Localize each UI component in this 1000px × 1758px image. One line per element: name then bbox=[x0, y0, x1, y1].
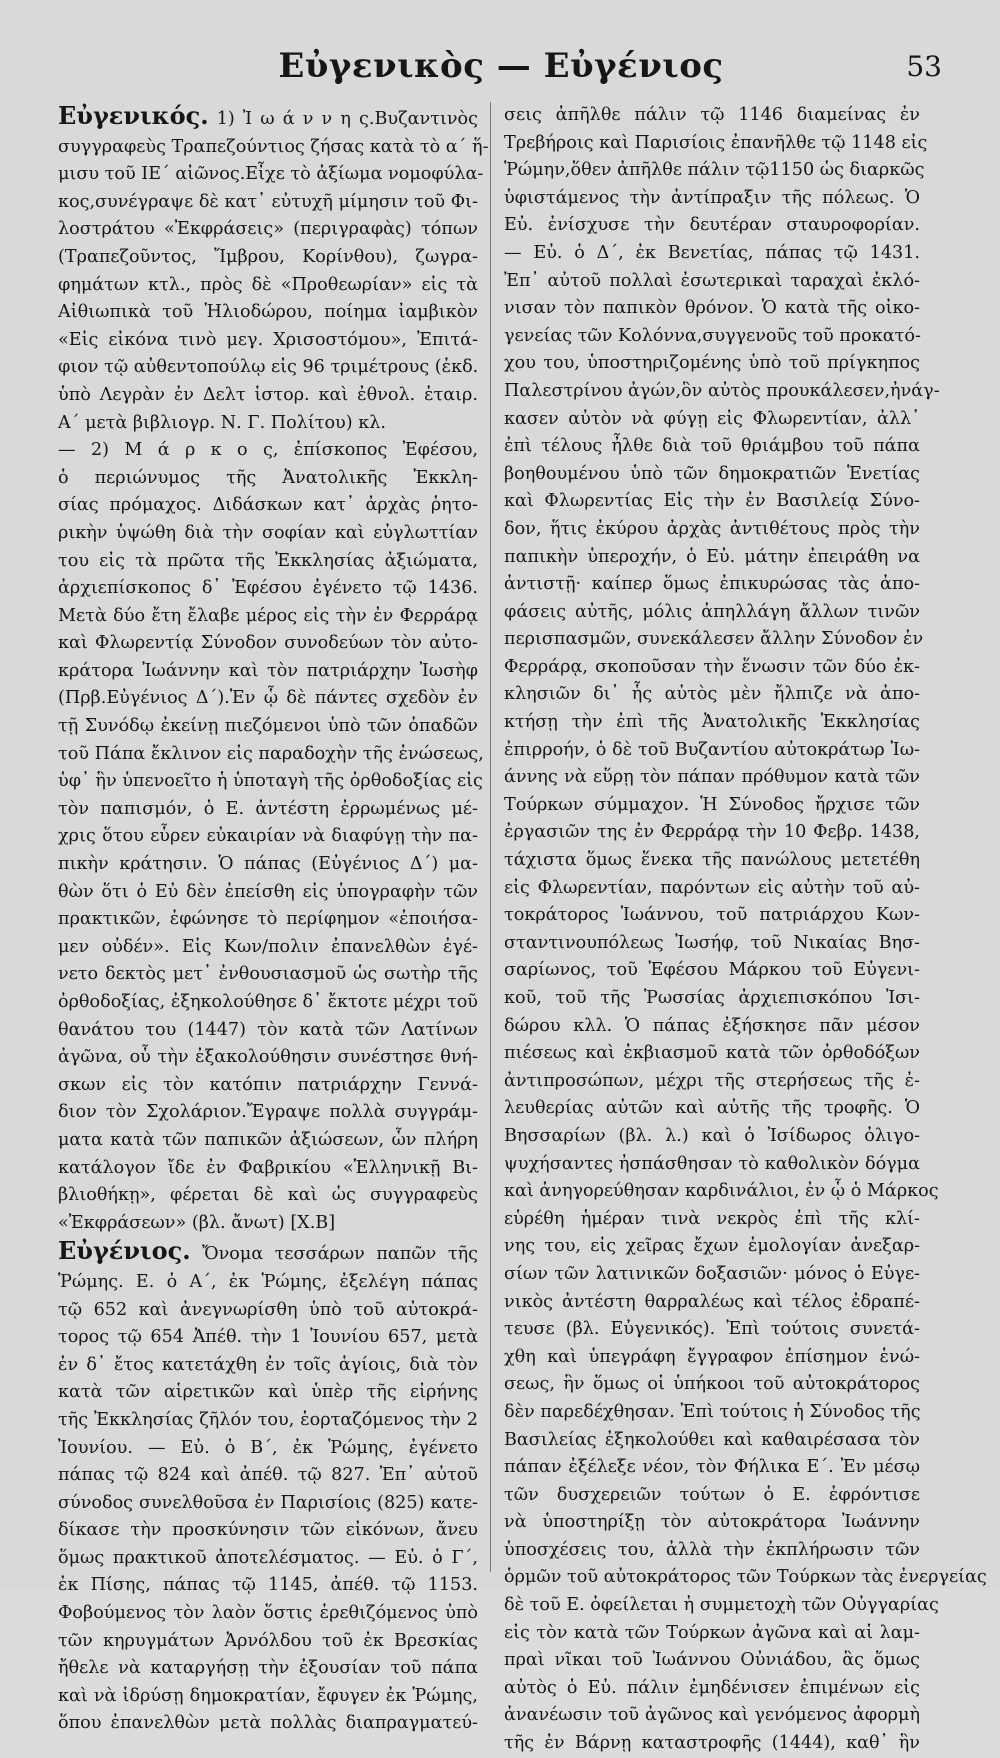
text-line: ἤθελε νὰ καταργήσῃ τὴν ἐξουσίαν τοῦ πάπα bbox=[58, 1658, 478, 1679]
text-line: ὅμως πρακτικοῦ ἀποτελέσματος. — Εὐ. ὁ Γ΄, bbox=[58, 1547, 478, 1568]
text-line: τευσε (βλ. Εὐγενικός). Ἐπὶ τούτοις συνετά- bbox=[504, 1319, 920, 1340]
text-line: φάσεις αὐτῆς, μόλις ἀπηλλάγη ἄλλων τινῶν bbox=[504, 601, 920, 622]
text-line: σταντινουπόλεως Ἰωσήφ, τοῦ Νικαίας Βησ- bbox=[504, 932, 920, 953]
text-line: ὑφιστάμενος τὴν ἀντίπραξιν τῆς πόλεως. Ὁ bbox=[504, 187, 920, 208]
text-line: πιέσεως καὶ ἐκβιασμοῦ κατὰ τῶν ὀρθοδόξων bbox=[504, 1043, 920, 1064]
text-line: Α΄ μετὰ βιβλιογρ. Ν. Γ. Πολίτου) κλ. bbox=[58, 412, 386, 433]
text-line: ψυχήσαντες ἠσπάσθησαν τὸ καθολικὸν δόγμα bbox=[504, 1153, 920, 1174]
text-line: — 2) Μ ά ρ κ ο ς, ἐπίσκοπος Ἐφέσου, bbox=[58, 440, 478, 461]
text-line: εἰς Φλωρεντίαν, παρόντων εἰς αὐτὴν τοῦ αὐ- bbox=[504, 877, 920, 898]
text-line: σύνοδος συνελθοῦσα ἐν Παρισίοις (825) κατε- bbox=[58, 1492, 478, 1513]
text-line: (Τραπεζοῦντος, Ἴμβρου, Κορίνθου), ζωγρα- bbox=[58, 246, 478, 267]
text-line: τῆς ἐν Βάρνῃ καταστροφῆς (1444), καθ᾽ ἣν bbox=[504, 1733, 920, 1754]
text-line: Τούρκων σύμμαχον. Ἡ Σύνοδος ἤρχισε τῶν bbox=[504, 794, 920, 815]
text-line: τάχιστα ὅμως ἕνεκα τῆς πανώλους μετετέθη bbox=[504, 850, 920, 871]
text-line: πάπας τῷ 824 καὶ ἀπέθ. τῷ 827. Ἐπ᾽ αὐτοῦ bbox=[58, 1465, 478, 1486]
text-line: τῇ Συνόδῳ ἐκείνῃ πιεζόμενοι ὑπὸ τῶν ὀπαδῶν bbox=[58, 716, 478, 737]
text-line: ρικὴν ὑψώθη διὰ τὴν σοφίαν καὶ εὐγλωττίαν bbox=[58, 522, 478, 543]
text-line: Εὐγένιος. Ὄνομα τεσσάρων παπῶν τῆς bbox=[58, 1236, 478, 1266]
text-line: ἐν δ᾽ ἔτος κατετάχθη ἐν τοῖς ἁγίοις, διὰ τὸν bbox=[58, 1354, 478, 1375]
text-line: θὼν ὅτι ὁ Εὐ δὲν ἐπείσθη εἰς ὑπογραφὴν τῶν bbox=[58, 881, 478, 902]
text-line: Τρεβήροις καὶ Παρισίοις ἐπανῆλθε τῷ 1148 εἰς bbox=[504, 132, 928, 153]
text-line: λευθερίας αὐτῶν καὶ αὐτῆς τῆς τροφῆς. Ὁ bbox=[504, 1098, 920, 1119]
page-number: 53 bbox=[906, 50, 942, 83]
text-line: πάπαν ἐξέλεξε νέον, τὸν Φήλικα Ε΄. Ἐν μέσῳ bbox=[504, 1457, 920, 1478]
text-line: Εὐγενικός. 1) Ἰ ω ά ν ν η ς.Βυζαντινὸς bbox=[58, 101, 478, 130]
text-line: τορος τῷ 654 Ἀπέθ. τὴν 1 Ἰουνίου 657, μετὰ bbox=[58, 1327, 478, 1348]
text-line: τῶν δυσχερειῶν τούτων ὁ Ε. ἐφρόντισε bbox=[504, 1484, 920, 1505]
text-line: μεν οὐδέν». Εἰς Κων/πολιν ἐπανελθὼν ἐγέ- bbox=[58, 936, 478, 957]
text-line: Εὐ. ἐνίσχυσε τὴν δευτέραν σταυροφορίαν. bbox=[504, 215, 920, 236]
text-line: χθη καὶ ὑπεγράφη ἔγγραφον ἐπίσημον ἑνώ- bbox=[504, 1346, 920, 1367]
text-line: κοῦ, τοῦ τῆς Ῥωσσίας ἀρχιεπισκόπου Ἰσι- bbox=[504, 988, 920, 1008]
text-line: βλιοθήκῃ», φέρεται δὲ καὶ ὡς συγγραφεὺς bbox=[58, 1185, 478, 1206]
text-line: νικὸς ἀντέστη θαρραλέως καὶ τέλος ἐδραπέ- bbox=[504, 1291, 920, 1312]
text-line: σίων τῶν λατινικῶν δοξασιῶν· μόνος ὁ Εὐγε- bbox=[504, 1263, 920, 1284]
text-line: ἀγῶνα, οὗ τὴν ἐξακολούθησιν συνέστησε θνή- bbox=[58, 1047, 478, 1068]
text-line: ἐργασιῶν της ἐν Φερράρᾳ τὴν 10 Φεβρ. 1438, bbox=[504, 822, 920, 843]
text-line: Ἰουνίου. — Εὐ. ὁ Β΄, ἐκ Ῥώμης, ἐγένετο bbox=[58, 1437, 478, 1458]
text-line: δον, ἥτις ἐκύρου ἀρχὰς ἀντιθέτους πρὸς τὴν bbox=[504, 518, 920, 539]
text-line: δίκασε τὴν προσκύνησιν τῶν εἰκόνων, ἄνευ bbox=[58, 1520, 478, 1541]
text-line: εὑρέθη ἡμέραν τινὰ νεκρὸς ἐπὶ τῆς κλί- bbox=[504, 1208, 920, 1229]
left-column bbox=[58, 101, 489, 1738]
text-line: νισαν τὸν παπικὸν θρόνον. Ὁ κατὰ τῆς οἰκο- bbox=[504, 298, 920, 319]
text-line: θανάτου του (1447) τὸν κατὰ τῶν Λατίνων bbox=[58, 1019, 478, 1040]
text-line: σεις ἀπῆλθε πάλιν τῷ 1146 διαμείνας ἐν bbox=[504, 105, 920, 125]
text-line: καὶ νὰ ἱδρύσῃ δημοκρατίαν, ἔφυγεν ἐκ Ῥώμης, bbox=[58, 1685, 478, 1706]
text-line: σεως, ἣν ὅμως οἱ ὑπήκοοι τοῦ αὐτοκράτορος bbox=[504, 1374, 920, 1395]
text-line: δὲν παρεδέχθησαν. Ἐπὶ τούτοις ἡ Σύνοδος τῆς bbox=[504, 1401, 921, 1422]
text-line: Αἰθιωπικὰ τοῦ Ἡλιοδώρου, ποίημα ἰαμβικὸν bbox=[58, 302, 478, 323]
text-line: τοῦ Πάπα ἔκλινον εἰς παραδοχὴν τῆς ἑνώσεως, bbox=[58, 743, 484, 764]
text-line: Ῥώμης. Ε. ὁ Α΄, ἐκ Ῥώμης, ἐξελέγη πάπας bbox=[58, 1271, 478, 1292]
text-line: βοηθουμένου ὑπὸ τῶν δημοκρατιῶν Ἑνετίας bbox=[504, 463, 920, 484]
text-line: λοστράτου «Ἐκφράσεις» (περιγραφὰς) τόπων bbox=[58, 219, 478, 240]
text-line: Ῥώμην,ὅθεν ἀπῆλθε πάλιν τῷ1150 ὡς διαρκῶς bbox=[504, 160, 925, 181]
text-line: τοκράτορος Ἰωάννου, τοῦ πατριάρχου Κων- bbox=[504, 905, 920, 926]
text-line: «Ἐκφράσεων» (βλ. ἄνωτ) [Χ.Β] bbox=[58, 1212, 336, 1233]
text-line: τὸν παπισμόν, ὁ Ε. ἀντέστη ἐρρωμένως μέ- bbox=[58, 798, 478, 819]
text-line: νης του, εἰς χεῖρας ἔχων ἐμολογίαν ἀνεξαρ- bbox=[504, 1236, 920, 1257]
text-line: κατὰ τῶν αἱρετικῶν καὶ ὑπὲρ τῆς εἰρήνης bbox=[58, 1382, 478, 1403]
text-line: Φερράρᾳ, σκοποῦσαν τὴν ἕνωσιν τῶν δύο ἐκ- bbox=[504, 656, 920, 677]
text-line: μισυ τοῦ ΙΕ΄ αἰῶνος.Εἶχε τὸ ἀξίωμα νομοφύλα- bbox=[58, 164, 484, 185]
text-line: τῶν κηρυγμάτων Ἀρνόλδου τοῦ ἐκ Βρεσκίας bbox=[58, 1630, 478, 1651]
text-line: καὶ Φλωρεντίᾳ Σύνοδον συνοδεύων τὸν αὐτο- bbox=[58, 633, 478, 654]
text-line: κατάλογον ἴδε ἐν Φαβρικίου «Ἑλληνικῇ Βι- bbox=[58, 1157, 478, 1178]
text-line: ἐκ Πίσης, πάπας τῷ 1145, ἀπέθ. τῷ 1153. bbox=[58, 1575, 478, 1596]
running-head bbox=[60, 38, 942, 86]
text-line: — Εὐ. ὁ Δ΄, ἐκ Βενετίας, πάπας τῷ 1431. bbox=[504, 242, 920, 263]
text-line: ὑποσχέσεις του, ἀλλὰ τὴν ἐκπλήρωσιν τῶν bbox=[504, 1539, 920, 1560]
text-line: Ἐπ᾽ αὐτοῦ πολλαὶ ἐσωτερικαὶ ταραχαὶ ἐκλό- bbox=[504, 270, 920, 291]
text-line: κράτορα Ἰωάννην καὶ τὸν πατριάρχην Ἰωσὴφ bbox=[58, 660, 478, 681]
text-line: δώρου κλλ. Ὁ πάπας ἐξήσκησε πᾶν μέσον bbox=[504, 1015, 920, 1036]
text-line: (Πρβ.Εὐγένιος Δ΄).Ἐν ᾧ δὲ πάντες σχεδὸν ἐν bbox=[58, 688, 478, 709]
text-line: διον τὸν Σχολάριον.Ἔγραψε πολλὰ συγγράμ- bbox=[58, 1102, 478, 1123]
text-line: Μετὰ δύο ἔτη ἔλαβε μέρος εἰς τὴν ἐν Φερράρᾳ bbox=[58, 605, 478, 626]
text-line: γενείας τῶν Κολόννα,συγγενοῦς τοῦ προκατό- bbox=[504, 325, 921, 346]
entry-headword: Εὐγένιος. bbox=[58, 1236, 191, 1266]
column-divider bbox=[490, 102, 491, 1572]
text-line: σίας πρόμαχος. Διδάσκων κατ᾽ ἀρχὰς ῥητο- bbox=[58, 495, 478, 516]
text-line: σκων εἰς τὸν κατόπιν πατριάρχην Γεννά- bbox=[58, 1074, 478, 1095]
text-line: φιον τῷ αὐθεντοπούλῳ εἰς 96 τριμέτρους (ἐκδ. bbox=[58, 357, 479, 378]
text-line: ὁρμῶν τοῦ αὐτοκράτορος τῶν Τούρκων τὰς ἐνεργείας bbox=[504, 1567, 987, 1588]
text-line: σαρίωνος, τοῦ Ἐφέσου Μάρκου τοῦ Εὐγενι- bbox=[504, 960, 920, 981]
text-line: Παλεστρίνου ἀγών,ὃν αὐτὸς προυκάλεσεν,ἠνάγ- bbox=[504, 380, 940, 401]
text-line: ὀρθοδοξίας, ἐξηκολούθησε δ᾽ ἔκτοτε μέχρι τοῦ bbox=[58, 992, 478, 1012]
text-line: περισπασμῶν, συνεκάλεσεν ἄλλην Σύνοδον ἐν bbox=[504, 629, 924, 650]
text-line: δὲ τοῦ Ε. ὀφείλεται ἡ συμμετοχὴ τῶν Οὐγγαρίας bbox=[504, 1595, 939, 1616]
text-line: ὑφ᾽ ἣν ὑπενοεῖτο ἡ ὑποταγὴ τῆς ὀρθοδοξίας εἰς bbox=[58, 771, 483, 792]
text-line: παπικὴν ὑπεροχήν, ὁ Εὐ. μάτην ἐπειράθη να bbox=[504, 546, 920, 567]
text-line: ματα κατὰ τῶν παπικῶν ἀξιώσεων, ὧν πλήρη bbox=[58, 1129, 478, 1150]
text-line: αὐτὸς ὁ Εὐ. πάλιν ἐμηδένισεν ἐπιμένων εἰς bbox=[504, 1677, 920, 1698]
text-line: ἀντιστῇ· καίπερ ὅμως ἐπικυρώσας τὰς ἀπο- bbox=[504, 574, 920, 595]
text-line: ἐπιρροήν, ὁ δὲ τοῦ Βυζαντίου αὐτοκράτωρ Ἰω- bbox=[504, 739, 920, 760]
text-line: πραὶ νῖκαι τοῦ Ἰωάννου Οὐνιάδου, ἃς ὅμως bbox=[504, 1650, 920, 1671]
text-line: κασεν αὐτὸν νὰ φύγῃ εἰς Φλωρεντίαν, ἀλλ᾽ bbox=[504, 408, 920, 429]
text-line: του εἰς τὰ πρῶτα τῆς Ἐκκλησίας ἀξιώματα, bbox=[58, 550, 478, 571]
text-line: ἀρχιεπίσκοπος δ᾽ Ἐφέσου ἐγένετο τῷ 1436. bbox=[58, 578, 478, 599]
text-line: ὑπὸ Λεγρὰν ἐν Δελτ ἱστορ. καὶ ἐθνολ. ἑταιρ. bbox=[58, 384, 478, 405]
text-line: κος,συνέγραψε δὲ κατ᾽ εὐτυχῆ μίμησιν τοῦ Φι- bbox=[58, 191, 478, 212]
text-line: καὶ Φλωρεντίας Εἰς τὴν ἐν Βασιλείᾳ Σύνο- bbox=[504, 491, 920, 512]
text-line: χου του, ὑποστηριζομένης ὑπὸ τοῦ πρίγκηπος bbox=[504, 353, 920, 374]
text-line: Φοβούμενος τὸν λαὸν ὅστις ἐρεθιζόμενος ὑπὸ bbox=[58, 1603, 478, 1624]
text-line: νὰ ὑποστηρίξῃ τὸν αὐτοκράτορα Ἰωάννην bbox=[504, 1512, 920, 1533]
text-line: Βησσαρίων (βλ. λ.) καὶ ὁ Ἰσίδωρος ὀλιγο- bbox=[504, 1125, 920, 1146]
text-line: πικὴν κράτησιν. Ὁ πάπας (Εὐγένιος Δ΄) μα- bbox=[58, 854, 478, 875]
text-line: καὶ ἀνηγορεύθησαν καρδινάλιοι, ἐν ᾧ ὁ Μάρκος bbox=[504, 1181, 939, 1202]
text-line: «Εἰς εἰκόνα τινὸ μεγ. Χρισοστόμου», Ἐπιτά- bbox=[58, 329, 478, 350]
text-line: άννης νὰ εὕρῃ τὸν πάπαν πρόθυμον κατὰ τῶν bbox=[504, 767, 920, 788]
text-line: ἀντιπροσώπων, μέχρι τῆς στερήσεως τῆς ἐ- bbox=[504, 1070, 920, 1091]
text-line: τῆς Ἐκκλησίας ζῆλόν του, ἑορταζόμενος τὴν 2 bbox=[58, 1409, 478, 1430]
text-line: εἰς τὸν κατὰ τῶν Τούρκων ἀγῶνα καὶ αἱ λαμ- bbox=[504, 1622, 920, 1643]
text-line: ἀνανέωσιν τοῦ ἀγῶνος καὶ γενόμενος ἀφορμὴ bbox=[504, 1705, 920, 1726]
text-line: χρις ὅτου εὗρεν εὐκαιρίαν νὰ διαφύγῃ τὴν πα- bbox=[58, 826, 478, 847]
entry-headword: Εὐγενικός. bbox=[58, 101, 209, 130]
text-line: ὁ περιώνυμος τῆς Ἀνατολικῆς Ἐκκλη- bbox=[58, 467, 478, 488]
text-line: Βασιλείας ἐξηκολούθει καὶ καθαιρέσασα τὸν bbox=[504, 1429, 920, 1450]
text-line: τῷ 652 καὶ ἀνεγνωρίσθη ὑπὸ τοῦ αὐτοκρά- bbox=[58, 1299, 478, 1320]
text-line: νετο δεκτὸς μετ᾽ ἐνθουσιασμοῦ ὡς σωτὴρ τῆς bbox=[58, 964, 478, 985]
text-line: ἐπὶ τέλους ἦλθε διὰ τοῦ θριάμβου τοῦ πάπα bbox=[504, 436, 920, 457]
page-title: Εὐγενικὸς — Εὐγένιος bbox=[278, 46, 724, 86]
text-line: συγγραφεὺς Τραπεζούντιος ζήσας κατὰ τὸ α΄ ἥ- bbox=[58, 136, 489, 157]
text-line: κτήσῃ τὴν ἐπὶ τῆς Ἀνατολικῆς Ἐκκλησίας bbox=[504, 712, 920, 733]
text-line: φημάτων κτλ., πρὸς δὲ «Προθεωρίαν» εἰς τὰ bbox=[58, 274, 478, 295]
text-line: πρακτικῶν, ἐφώνησε τὸ περίφημον «ἐποιήσα- bbox=[58, 909, 478, 930]
text-line: κλησιῶν δι᾽ ἧς αὐτὸς μὲν ἤλπιζε νὰ ἀπο- bbox=[504, 684, 920, 705]
right-column bbox=[504, 102, 987, 1758]
text-line: ὅπου ἐπανελθὼν μετὰ πολλὰς διαπραγματεύ- bbox=[58, 1713, 478, 1734]
